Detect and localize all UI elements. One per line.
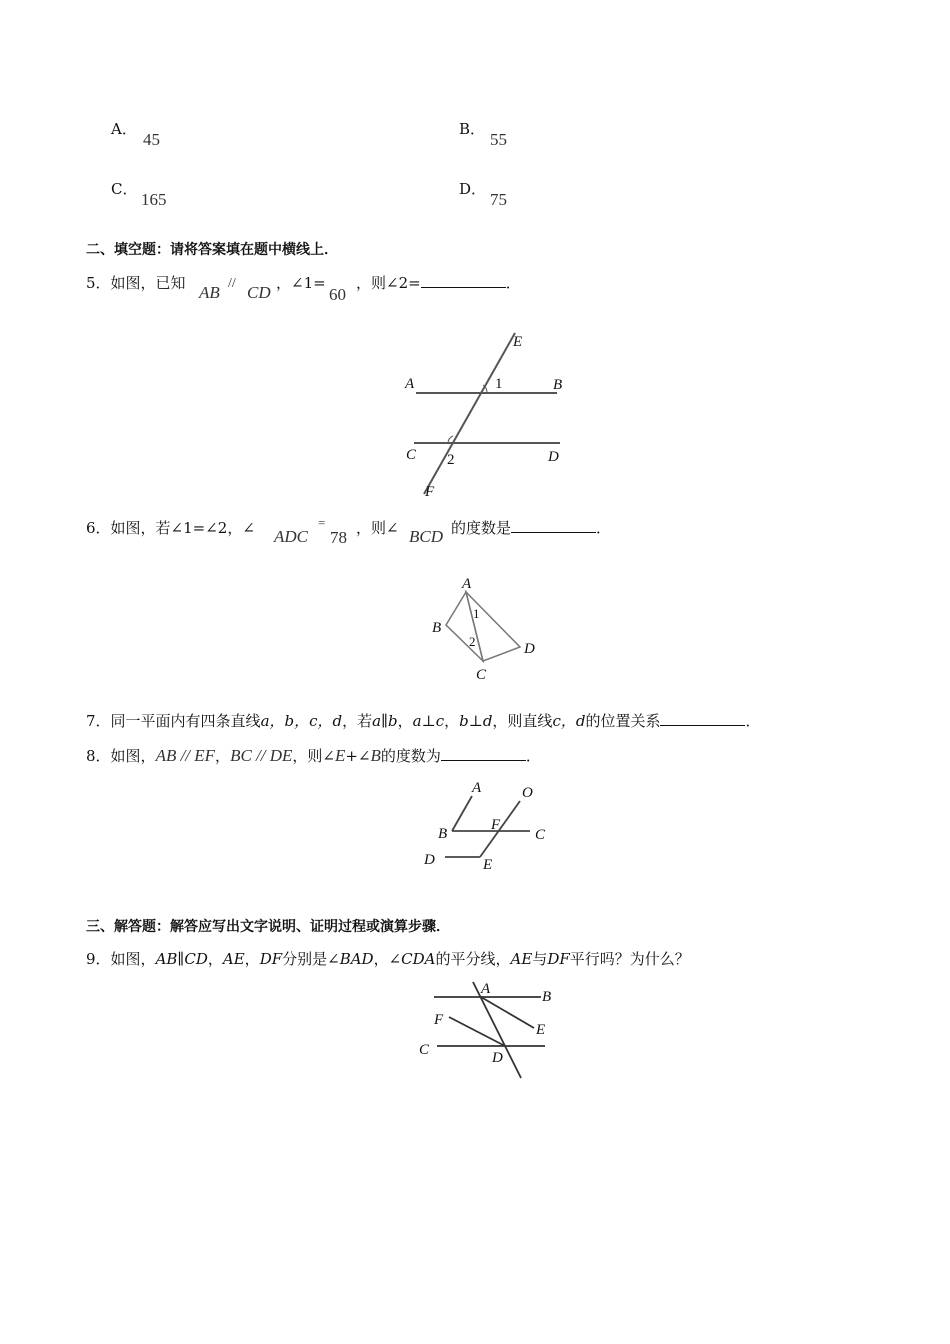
- q8-ab-ef: AB // EF: [155, 746, 216, 765]
- q6-t1: 如图，若∠1=∠2，∠: [110, 519, 255, 537]
- q9-ab: AB∥CD: [155, 950, 208, 968]
- q7-cond1: a∥b: [372, 712, 398, 730]
- q5-label-f: F: [425, 484, 435, 500]
- q5-num: 5．: [86, 274, 111, 292]
- q6-value-78: 78: [330, 528, 347, 547]
- q8-label-b: B: [438, 826, 448, 842]
- q9-label-e: E: [536, 1022, 546, 1038]
- q9-df: DF: [259, 950, 283, 968]
- option-a-value: 45: [143, 130, 160, 149]
- q9-label-b: B: [542, 989, 552, 1005]
- q5-cd: CD: [247, 283, 271, 302]
- q9-t2: 分别是∠: [282, 950, 340, 968]
- q8-sep: ，: [215, 747, 231, 765]
- q8-b: B: [370, 746, 381, 765]
- q8-bc-de: BC // DE: [230, 746, 293, 765]
- q7-t2: ，若: [342, 712, 373, 730]
- q6-bcd: BCD: [409, 527, 443, 546]
- q8-num: 8．: [86, 747, 111, 765]
- q8-t3: 的度数为: [380, 747, 441, 765]
- q8-label-e: E: [483, 857, 493, 873]
- q9-label-d: D: [492, 1050, 503, 1066]
- option-c-label: C．: [111, 180, 138, 198]
- q6-label-1: 1: [473, 606, 480, 621]
- q8-label-f: F: [491, 817, 501, 833]
- q6-label-d: D: [524, 641, 535, 657]
- q7-num: 7．: [86, 712, 111, 730]
- option-b-value: 55: [490, 130, 507, 149]
- q7-t3: ，则直线: [492, 712, 553, 730]
- q6-label-c: C: [476, 667, 487, 683]
- section2-title: 二、填空题：请将答案填在题中横线上．: [86, 242, 338, 258]
- q6-adc: ADC: [274, 527, 308, 546]
- q6-t3: 的度数是: [451, 519, 512, 537]
- q6-num: 6．: [86, 519, 111, 537]
- q9-sep2: ，: [244, 950, 260, 968]
- q5-value-60: 60: [329, 285, 346, 304]
- q8-end: ．: [525, 747, 541, 765]
- q9-bad: BAD: [339, 950, 374, 968]
- q9-t5: 与: [532, 950, 548, 968]
- q5-label-e: E: [513, 334, 523, 350]
- q7-cond3: b⊥d: [459, 712, 493, 730]
- q8-t1: 如图，: [110, 747, 156, 765]
- q9-num: 9．: [86, 950, 111, 968]
- q9-label-f: F: [434, 1012, 444, 1028]
- q9-sep1: ，: [207, 950, 223, 968]
- q8-label-a: A: [472, 780, 482, 796]
- q6-t2: ，则∠: [356, 519, 399, 537]
- q8-label-o: O: [522, 785, 533, 801]
- option-d-label: D．: [459, 180, 487, 198]
- q7-vars: a，b，c，d: [260, 712, 343, 730]
- q6-label-a: A: [462, 576, 472, 592]
- q8-plus: +∠: [345, 747, 371, 765]
- q5-t3: ，则∠2=: [356, 274, 421, 292]
- q5-t1: 如图，已知: [110, 274, 186, 292]
- q7-sep1: ，: [397, 712, 413, 730]
- q7-end: ．: [745, 712, 761, 730]
- q5-label-a: A: [405, 376, 415, 392]
- option-c-value: 165: [141, 190, 167, 209]
- q6-end: ．: [596, 519, 612, 537]
- option-d-value: 75: [490, 190, 507, 209]
- q8-t2: ，则∠: [292, 747, 335, 765]
- q5-t2: ，∠1=: [276, 274, 326, 292]
- line-df: [449, 1017, 505, 1046]
- q6-equals: =: [318, 515, 326, 530]
- section3-title: 三、解答题：解答应写出文字说明、证明过程或演算步骤．: [86, 919, 450, 935]
- q9-t4: 的平分线，: [435, 950, 511, 968]
- q7-t4: 的位置关系: [585, 712, 661, 730]
- q7-cond2: a⊥c: [412, 712, 445, 730]
- q5-end: ．: [505, 274, 521, 292]
- q8-e: E: [334, 746, 346, 765]
- q9-t6: 平行吗？为什么？: [569, 950, 690, 968]
- q9-cda: CDA: [401, 950, 436, 968]
- q9-t3: ，∠: [373, 950, 402, 968]
- q7-cd: c，d: [552, 712, 586, 730]
- q9-label-c: C: [419, 1042, 430, 1058]
- q9-ae: AE: [222, 950, 245, 968]
- q5-label-1: 1: [495, 376, 503, 392]
- q5-label-d: D: [548, 449, 559, 465]
- q9-ae2: AE: [510, 950, 533, 968]
- q5-label-2: 2: [447, 452, 455, 468]
- q8-label-d: D: [424, 852, 435, 868]
- q7-t1: 同一平面内有四条直线: [110, 712, 261, 730]
- q5-label-b: B: [553, 377, 563, 393]
- q9-df2: DF: [547, 950, 570, 968]
- q6-label-b: B: [432, 620, 442, 636]
- q9-label-a: A: [481, 981, 491, 997]
- q5-label-c: C: [406, 447, 417, 463]
- option-a-label: A．: [111, 120, 137, 138]
- q5-ab: AB: [199, 283, 220, 302]
- option-b-label: B．: [459, 120, 486, 138]
- q9-t1: 如图，: [110, 950, 156, 968]
- q6-label-2: 2: [469, 634, 476, 649]
- q5-parallel: //: [228, 276, 236, 291]
- q7-sep2: ，: [444, 712, 460, 730]
- q8-label-c: C: [535, 827, 546, 843]
